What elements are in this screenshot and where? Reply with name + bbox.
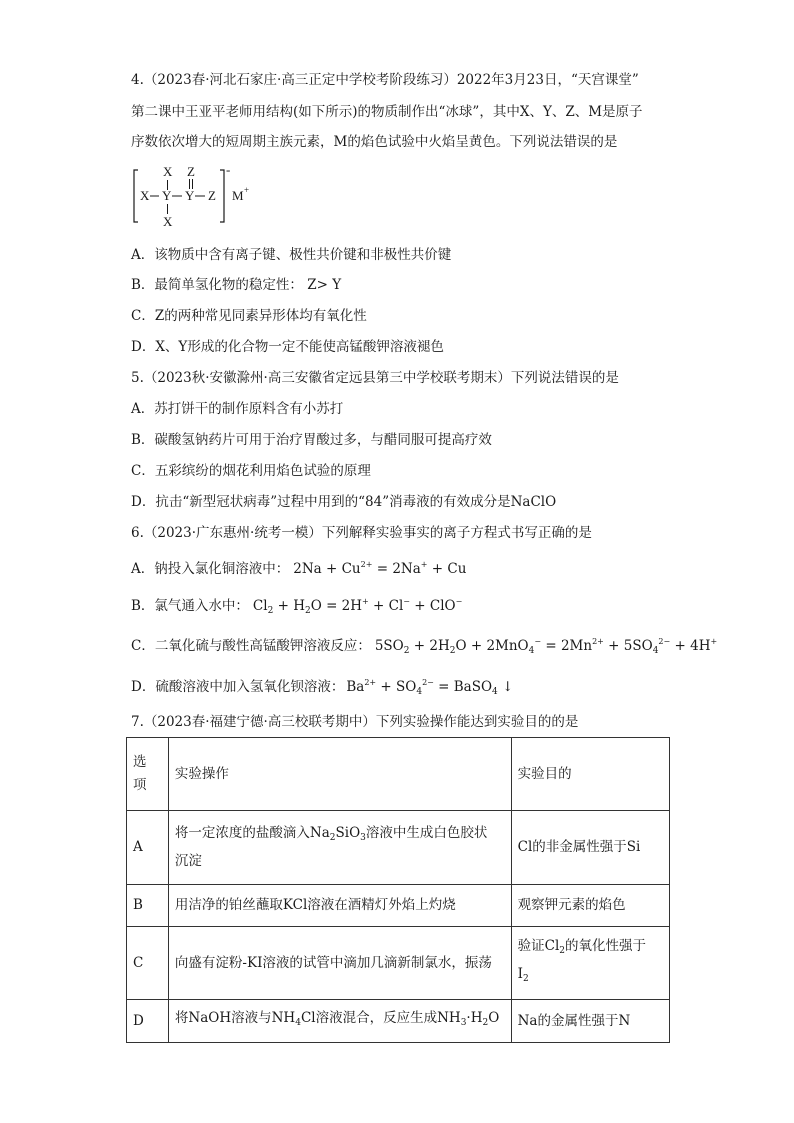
table-row[interactable] — [127, 927, 670, 1000]
q4-option-b[interactable]: B．最简单氢化物的稳定性： Z> Y — [131, 277, 342, 293]
header-goal-cell: 实验目的 — [511, 738, 669, 811]
row-d-goal: Na的金属性强于N — [511, 1000, 669, 1043]
q6-b-equation: $Cl_2 + H_2O = 2H^+ + Cl^- + ClO^-$ — [252, 597, 463, 616]
q6-d-text: D．硫酸溶液中加入氢氧化钡溶液： — [131, 679, 345, 695]
q4-option-a[interactable]: A．该物质中含有离子键、极性共价键和非极性共价键 — [131, 247, 452, 263]
row-b-goal: 观察钾元素的焰色 — [511, 885, 669, 927]
q7-options-table — [126, 737, 670, 1043]
struct-minus-charge: - — [226, 162, 231, 177]
q6-stem: 6.（2023·广东惠州·统考一模）下列解释实验事实的离子方程式书写正确的是 — [131, 525, 592, 541]
q6-c-text: C．二氧化硫与酸性高锰酸钾溶液反应： — [131, 638, 371, 654]
q6-a-text: A．钠投入氯化铜溶液中： — [131, 561, 290, 577]
struct-z-right: Z — [208, 188, 216, 203]
row-c-option: C — [127, 927, 169, 1000]
table-row[interactable] — [127, 885, 670, 927]
q5-option-b[interactable]: B．碳酸氢钠药片可用于治疗胃酸过多，与醋同服可提高疗效 — [131, 432, 492, 448]
q7-stem: 7.（2023春·福建宁德·高三校联考期中）下列实验操作能达到实验目的的是 — [131, 714, 579, 730]
struct-x-left: X — [140, 188, 150, 203]
struct-x-bottom: X — [163, 214, 173, 229]
q6-option-a[interactable] — [131, 555, 466, 579]
q6-option-b[interactable] — [131, 592, 462, 621]
row-c-goal: 验证$Cl_2$的氧化性强于 $I_2$ — [511, 927, 669, 1000]
q6-option-c[interactable] — [131, 632, 717, 661]
q5-stem: 5.（2023秋·安徽滁州·高三安徽省定远县第三中学校联考期末）下列说法错误的是 — [131, 370, 619, 386]
struct-m: M — [232, 188, 244, 203]
row-c-operation: 向盛有淀粉-KI溶液的试管中滴加几滴新制氯水，振荡 — [168, 927, 511, 1000]
q6-option-d[interactable] — [131, 673, 513, 702]
q6-a-equation: $2Na + Cu^{2+} = 2Na^+ + Cu$ — [293, 560, 467, 577]
row-b-option: B — [127, 885, 169, 927]
q4-stem-line2: 第二课中王亚平老师用结构(如下所示)的物质制作出“冰球”，其中X、Y、Z、M是原子 — [131, 104, 643, 120]
q4-stem-line1: 4.（2023春·河北石家庄·高三正定中学校考阶段练习）2022年3月23日，“天宫课堂” — [131, 72, 639, 88]
header-operation-cell: 实验操作 — [168, 738, 511, 811]
row-a-goal: Cl的非金属性强于Si — [511, 811, 669, 885]
row-b-operation: 用洁净的铂丝蘸取KCl溶液在酒精灯外焰上灼烧 — [168, 885, 511, 927]
q4-option-c[interactable]: C．Z的两种常见同素异形体均有氧化性 — [131, 308, 367, 324]
struct-y1: Y — [162, 188, 172, 203]
q5-option-c[interactable]: C．五彩缤纷的烟花利用焰色试验的原理 — [131, 463, 371, 479]
row-a-operation: 将一定浓度的盐酸滴入$Na_2SiO_3$溶液中生成白色胶状 沉淀 — [168, 811, 511, 885]
struct-y2: Y — [185, 188, 195, 203]
q5-option-d[interactable]: D．抗击“新型冠状病毒”过程中用到的“84”消毒液的有效成分是NaClO — [131, 494, 557, 510]
struct-plus-charge: + — [244, 185, 250, 195]
row-a-option: A — [127, 811, 169, 885]
q6-b-text: B．氯气通入水中： — [131, 598, 249, 614]
table-header-row — [127, 738, 670, 811]
row-d-option: D — [127, 1000, 169, 1043]
table-row[interactable] — [127, 811, 670, 885]
struct-x-top: X — [163, 164, 173, 179]
q6-c-equation: $5SO_2 + 2H_2O + 2MnO_4^- = 2Mn^{2+} + 5SO_4^{2-} + 4H^+$ — [374, 637, 718, 656]
q5-option-a[interactable]: A．苏打饼干的制作原料含有小苏打 — [131, 401, 344, 417]
table-row[interactable] — [127, 1000, 670, 1043]
q4-stem-line3: 序数依次增大的短周期主族元素，M的焰色试验中火焰呈黄色。下列说法错误的是 — [131, 134, 618, 150]
q4-option-d[interactable]: D．X、Y形成的化合物一定不能使高锰酸钾溶液褪色 — [131, 339, 444, 355]
struct-z-top: Z — [187, 164, 195, 179]
q4-structure-diagram — [131, 160, 261, 230]
q6-d-equation: $Ba^{2+} + SO_4^{2-}$ = BaSO$_4$ ↓ — [346, 678, 514, 697]
row-d-operation: 将NaOH溶液与$NH_4Cl$溶液混合，反应生成$NH_3\cdot H_2O$ — [168, 1000, 511, 1043]
header-option-cell: 选 项 — [127, 738, 169, 811]
